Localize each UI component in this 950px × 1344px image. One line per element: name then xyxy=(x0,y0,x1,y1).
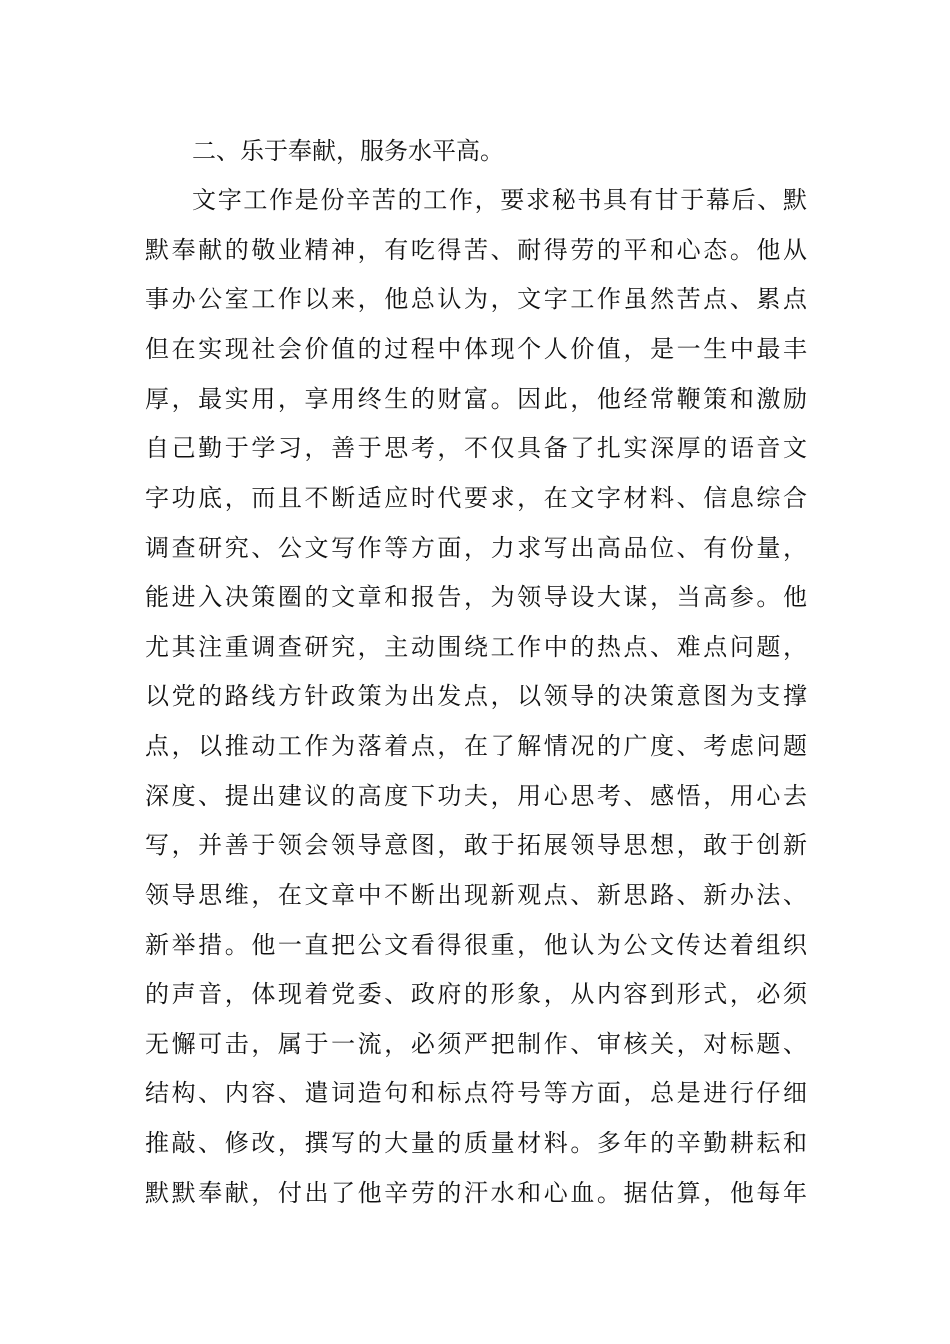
paragraph-line: 事办公室工作以来，他总认为，文字工作虽然苦点、累点 xyxy=(145,285,807,313)
paragraph-line: 结构、内容、遣词造句和标点符号等方面，总是进行仔细 xyxy=(145,1079,807,1107)
paragraph-line: 推敲、修改，撰写的大量的质量材料。多年的辛勤耕耘和 xyxy=(145,1129,807,1157)
paragraph-line: 默默奉献，付出了他辛劳的汗水和心血。据估算，他每年 xyxy=(145,1179,807,1207)
paragraph-line: 但在实现社会价值的过程中体现个人价值，是一生中最丰 xyxy=(145,335,807,363)
paragraph-line: 默奉献的敬业精神，有吃得苦、耐得劳的平和心态。他从 xyxy=(145,236,807,264)
paragraph-line: 字功底，而且不断适应时代要求，在文字材料、信息综合 xyxy=(145,484,807,512)
paragraph-line: 能进入决策圈的文章和报告，为领导设大谋，当高参。他 xyxy=(145,583,807,611)
paragraph-line: 点，以推动工作为落着点，在了解情况的广度、考虑问题 xyxy=(145,732,807,760)
paragraph-line: 自己勤于学习，善于思考，不仅具备了扎实深厚的语音文 xyxy=(145,434,807,462)
paragraph-line: 无懈可击，属于一流，必须严把制作、审核关，对标题、 xyxy=(145,1030,807,1058)
paragraph-line: 写，并善于领会领导意图，敢于拓展领导思想，敢于创新 xyxy=(145,831,807,859)
section-heading: 二、乐于奉献，服务水平高。 xyxy=(192,137,504,165)
paragraph-line: 深度、提出建议的高度下功夫，用心思考、感悟，用心去 xyxy=(145,782,807,810)
paragraph-line: 厚，最实用，享用终生的财富。因此，他经常鞭策和激励 xyxy=(145,385,807,413)
paragraph-line: 新举措。他一直把公文看得很重，他认为公文传达着组织 xyxy=(145,931,807,959)
paragraph-line: 尤其注重调查研究，主动围绕工作中的热点、难点问题， xyxy=(145,633,807,661)
paragraph-line: 领导思维，在文章中不断出现新观点、新思路、新办法、 xyxy=(145,881,807,909)
paragraph-line: 调查研究、公文写作等方面，力求写出高品位、有份量， xyxy=(145,534,807,562)
paragraph-line: 以党的路线方针政策为出发点，以领导的决策意图为支撑 xyxy=(145,682,807,710)
paragraph-line: 的声音，体现着党委、政府的形象，从内容到形式，必须 xyxy=(145,980,807,1008)
paragraph-line: 文字工作是份辛苦的工作，要求秘书具有甘于幕后、默 xyxy=(192,186,807,214)
